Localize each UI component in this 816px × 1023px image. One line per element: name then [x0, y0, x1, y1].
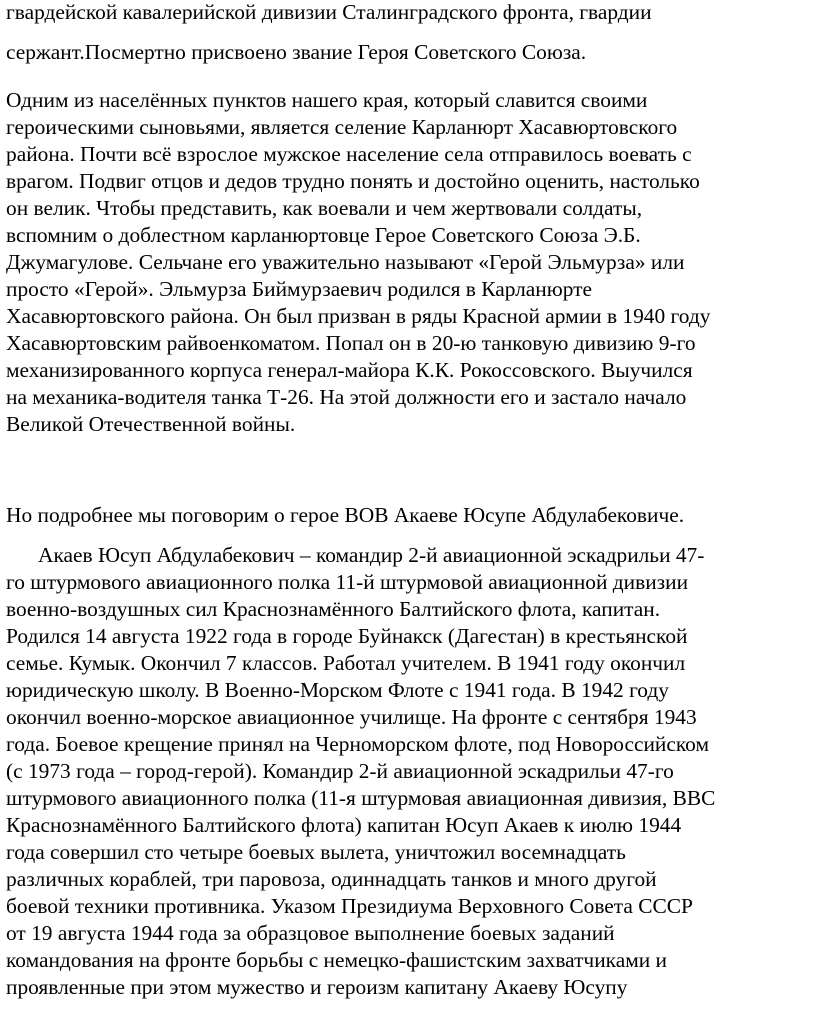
- text-line: различных кораблей, три паровоза, одиннадцать танков и много другой: [6, 867, 657, 891]
- text-line: просто «Герой». Эльмурза Биймурзаевич родился в Карланюрте: [6, 277, 592, 301]
- text-line: от 19 августа 1944 года за образцовое выполнение боевых заданий: [6, 921, 615, 945]
- text-line: года. Боевое крещение принял на Черноморском флоте, под Новороссийском: [6, 732, 710, 756]
- text-line: боевой техники противника. Указом Президиума Верховного Совета СССР: [6, 894, 693, 918]
- text-line: вспомним о доблестном карланюртовце Герое Советского Союза Э.Б.: [6, 223, 641, 247]
- text-line: на механика-водителя танка Т-26. На этой должности его и застало начало: [6, 385, 687, 409]
- text-line: сержант.Посмертно присвоено звание Героя Советского Союза.: [6, 40, 587, 64]
- text-line: Родился 14 августа 1922 года в городе Буйнакск (Дагестан) в крестьянской: [6, 624, 688, 648]
- text-line: года совершил сто четыре боевых вылета, уничтожил восемнадцать: [6, 840, 626, 864]
- text-line: Акаев Юсуп Абдулабекович – командир 2-й авиационной эскадрильи 47-: [38, 543, 705, 567]
- text-line: гвардейской кавалерийской дивизии Сталинградского фронта, гвардии: [6, 0, 652, 24]
- text-line: Одним из населённых пунктов нашего края, который славится своими: [6, 88, 648, 112]
- text-line: окончил военно-морское авиационное училище. На фронте с сентября 1943: [6, 705, 697, 729]
- text-line: го штурмового авиационного полка 11-й штурмовой авиационной дивизии: [6, 570, 689, 594]
- text-line: механизированного корпуса генерал-майора К.К. Рокоссовского. Выучился: [6, 358, 693, 382]
- text-line: Хасавюртовского района. Он был призван в ряды Красной армии в 1940 году: [6, 304, 711, 328]
- text-line: Джумагулове. Сельчане его уважительно называют «Герой Эльмурза» или: [6, 250, 685, 274]
- text-line: юридическую школу. В Военно-Морском Флоте с 1941 года. В 1942 году: [6, 678, 669, 702]
- text-line: (с 1973 года – город-герой). Командир 2-й авиационной эскадрильи 47-го: [6, 759, 674, 783]
- text-line: командования на фронте борьбы с немецко-фашистским захватчиками и: [6, 948, 667, 972]
- text-line: он велик. Чтобы представить, как воевали и чем жертвовали солдаты,: [6, 196, 643, 220]
- text-line: героическими сыновьями, является селение Карланюрт Хасавюртовского: [6, 115, 678, 139]
- text-line: Хасавюртовским райвоенкоматом. Попал он в 20-ю танковую дивизию 9-го: [6, 331, 696, 355]
- text-line: района. Почти всё взрослое мужское население села отправилось воевать с: [6, 142, 692, 166]
- text-line: Краснознамённого Балтийского флота) капитан Юсуп Акаев к июлю 1944: [6, 813, 682, 837]
- text-line: проявленные при этом мужество и героизм капитану Акаеву Юсупу: [6, 975, 628, 999]
- text-line: штурмового авиационного полка (11-я штурмовая авиационная дивизия, ВВС: [6, 786, 716, 810]
- text-line: семье. Кумык. Окончил 7 классов. Работал учителем. В 1941 году окончил: [6, 651, 686, 675]
- text-line: Великой Отечественной войны.: [6, 412, 296, 436]
- text-line: военно-воздушных сил Краснознамённого Балтийского флота, капитан.: [6, 597, 661, 621]
- text-line: Но подробнее мы поговорим о герое ВОВ Акаеве Юсупе Абдулабековиче.: [6, 503, 685, 527]
- text-line: врагом. Подвиг отцов и дедов трудно понять и достойно оценить, настолько: [6, 169, 700, 193]
